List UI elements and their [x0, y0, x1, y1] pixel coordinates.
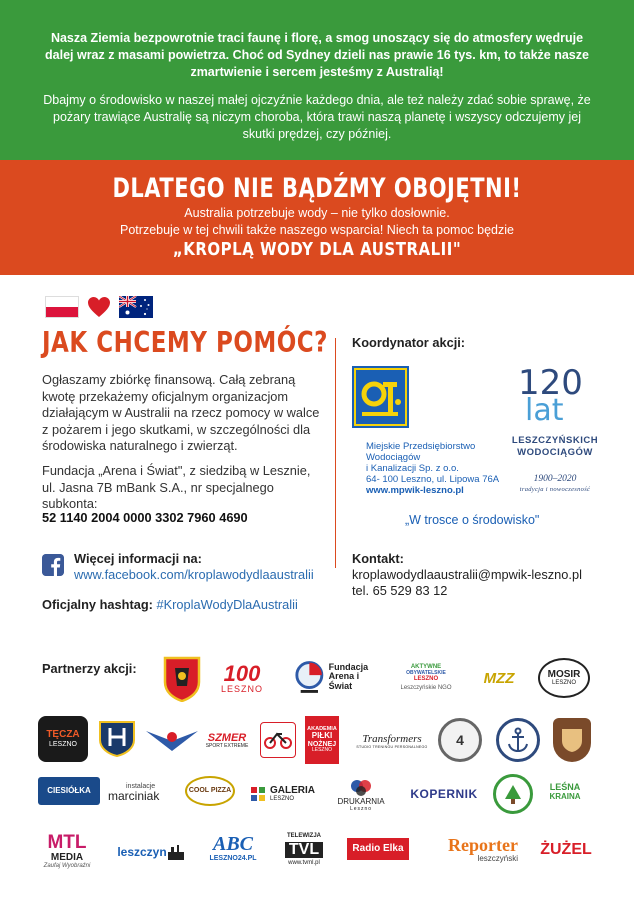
- radio-elka-text: Radio Elka: [352, 842, 404, 854]
- mosir-logo: [538, 658, 590, 698]
- zuzel-logo: [536, 838, 596, 862]
- arena-i-swiat-logo: [293, 658, 383, 696]
- hashtag-row: [42, 597, 298, 612]
- green-seal-logo: [493, 774, 533, 814]
- leszno-100-number-icon: 100: [223, 660, 261, 686]
- campaign-name: „KROPLĄ WODY DLA AUSTRALII": [172, 238, 462, 260]
- account-number: 52 1140 2004 0000 3302 7960 4690: [42, 510, 248, 525]
- leszno-100-logo: [214, 652, 270, 704]
- seal-4-icon: 4: [456, 731, 464, 748]
- fundraiser-description: Ogłaszamy zbiórkę finansową. Całą zebraną kwotę przekażemy oficjalnym organizacjom działającym w Australii na rzecz pomocy w walce z pożarem i jego skutkami, w szczególności dla środowiska naturalnego i zwierząt.: [42, 372, 320, 453]
- aktywne-line-1: AKTYWNE: [410, 664, 442, 671]
- mosir-text: MOSIR: [547, 668, 581, 680]
- sports-club-logo: [96, 718, 138, 758]
- reporter-line-1: Reporter: [448, 835, 518, 856]
- akademia-pilki-noznej-logo: [305, 716, 339, 764]
- akademia-line-3: NOŻNEJ: [307, 740, 337, 748]
- mtl-media-logo: [36, 828, 98, 874]
- hashtag-label: Oficjalny hashtag:: [42, 597, 153, 612]
- anniversary-word: lat: [525, 393, 564, 428]
- company-address: 64- 100 Leszno, ul. Lipowa 76A: [366, 474, 500, 485]
- lesna-line-2: KRAINA: [549, 791, 581, 801]
- poland-flag-icon: [45, 296, 79, 318]
- intro-bold-text: Nasza Ziemia bezpowrotnie traci faunę i florę, a smog unoszący się do atmosfery wędruje dalej wraz z masami powietrza. Choć od Sydney dzieli nas prawie 16 tys. km, to także nasze zmartwienie i sercem jesteśmy z Australią!: [45, 31, 589, 79]
- anniversary-name-2: WODOCIĄGÓW: [517, 447, 593, 458]
- column-divider: [335, 338, 336, 568]
- marciniak-line-1: instalacje: [126, 783, 156, 791]
- instalacje-marciniak-logo: [108, 780, 180, 806]
- company-website-link[interactable]: www.mpwik-leszno.pl: [366, 485, 464, 496]
- telewizja-text: TELEWIZJA: [287, 833, 321, 840]
- slogan: „W trosce o środowisko": [405, 513, 540, 527]
- abc-line-1: ABC: [212, 832, 254, 855]
- reporter-logo: [432, 834, 518, 866]
- contact-label: Kontakt:: [352, 551, 404, 566]
- szmer-text: SZMER: [207, 731, 247, 744]
- cycling-logo: [260, 722, 296, 758]
- hashtag-link[interactable]: #KroplaWodyDlaAustralii: [156, 597, 298, 612]
- anchor-icon: [507, 727, 529, 753]
- mzz-text: MZZ: [483, 670, 515, 688]
- tree-icon: [503, 783, 523, 805]
- transformers-text: Transformers: [362, 733, 422, 746]
- cool-pizza-text: COOL PIZZA: [188, 787, 232, 795]
- drukarnia-line-1: DRUKARNIA: [337, 797, 385, 807]
- company-line-1: Miejskie Przedsiębiorstwo: [366, 441, 476, 452]
- kopernik-logo: [408, 782, 480, 806]
- mpwik-logo-icon: [352, 366, 409, 428]
- more-info-label: Więcej informacji na:: [74, 551, 202, 566]
- ciesiolka-logo: [38, 777, 100, 805]
- intro-green-section: [0, 0, 634, 160]
- leszczynlab-logo: [110, 840, 192, 864]
- company-line-2: Wodociągów: [366, 452, 421, 463]
- abc-line-2: LESZNO24.PL: [209, 854, 257, 862]
- company-line-3: i Kanalizacji Sp. z o.o.: [366, 463, 459, 474]
- mzz-logo: [475, 660, 523, 698]
- shield-icon: [96, 718, 138, 758]
- galeria-leszno-logo: [242, 782, 322, 806]
- aktywne-line-3: LESZNO: [413, 675, 439, 682]
- tvl-text: TVL: [285, 842, 323, 859]
- anniversary-logo: [500, 355, 610, 500]
- cool-pizza-logo: [185, 776, 235, 806]
- transformers-logo: [356, 728, 428, 756]
- tvl-url: www.tvml.pl: [288, 860, 320, 867]
- city-skyline-icon: [167, 843, 185, 861]
- mtl-line-3: Zaufaj Wyobraźni: [43, 863, 91, 870]
- galeria-line-2: LESZNO: [270, 796, 295, 803]
- heart-icon: [87, 296, 111, 318]
- anniversary-number: 120: [518, 363, 583, 403]
- akademia-line-2: PIŁKI: [311, 731, 333, 741]
- lesna-kraina-logo: [545, 768, 585, 816]
- banner-red-section: [0, 160, 634, 275]
- intro-normal-text: Dbajmy o środowisko w naszej małej ojczyźnie każdego dnia, ale też należy zdać sobie sprawę, że pożary trawiące Australię są niczym choroba, która trawi naszą planetę i wszyscy odczujemy jej skutki prędzej, czy później.: [43, 93, 591, 141]
- bicycle-icon: [263, 730, 293, 750]
- akademia-line-1: AKADEMIA: [307, 725, 337, 732]
- anniversary-name-1: LESZCZYŃSKICH: [511, 435, 599, 446]
- flags-row: [45, 296, 153, 318]
- coat-of-arms-icon: [163, 656, 201, 702]
- ciesiolka-text: CIESIÓŁKA: [47, 785, 91, 795]
- crest-icon: [560, 727, 584, 753]
- galeria-icon: [249, 785, 267, 803]
- arena-line-2: Arena i Świat: [328, 671, 360, 691]
- banner-headline: DLATEGO NIE BĄDŹMY OBOJĘTNI!: [112, 173, 522, 203]
- anniversary-motto: tradycja i nowoczesność: [519, 486, 591, 493]
- akademia-line-4: LESZNO: [311, 747, 332, 754]
- foundation-info: Fundacja „Arena i Świat", z siedzibą w Lesznie, ul. Jasna 7B mBank S.A., nr specjalnego subkonta:: [42, 463, 311, 511]
- australia-flag-icon: [119, 296, 153, 318]
- partners-label: Partnerzy akcji:: [42, 661, 137, 676]
- reporter-line-2: leszczyński: [477, 854, 518, 864]
- mosir-sub: LESZNO: [551, 680, 576, 687]
- mpwik-address-block: [366, 441, 499, 496]
- tecza-line-1: TĘCZA: [46, 729, 80, 741]
- leszczynlab-text: leszczyn: [117, 844, 167, 859]
- banner-line-1: Australia potrzebuje wody – nie tylko dosłownie.: [184, 206, 450, 220]
- how-we-help-title: JAK CHCEMY POMÓC?: [42, 327, 329, 360]
- kopernik-text: KOPERNIK: [410, 786, 478, 801]
- seal-logo-1: [438, 718, 482, 762]
- drukarnia-leszno-logo: [335, 774, 387, 814]
- tecza-leszno-logo: [38, 716, 88, 762]
- drukarnia-line-2: Leszno: [349, 805, 373, 812]
- leszno-100-text: LESZNO: [220, 683, 263, 694]
- globe-icon: [293, 659, 326, 695]
- anchor-seal-logo: [496, 718, 540, 762]
- transformers-sub: STUDIO TRENINGU PERSONALNEGO: [356, 744, 428, 749]
- lesna-line-1: LEŚNA: [549, 782, 581, 793]
- zuzel-text: ŻUŻEL: [540, 840, 592, 858]
- aktywne-leszno-logo: [397, 656, 455, 700]
- emblem-logo: [553, 718, 591, 762]
- radio-elka-logo: [347, 838, 409, 860]
- telewizja-tvl-logo: [278, 826, 330, 874]
- abc-leszno24-logo: [205, 828, 261, 868]
- aktywne-line-2: OBYWATELSKIE: [406, 669, 446, 676]
- marciniak-line-2: marciniak: [108, 789, 160, 804]
- banner-line-2: Potrzebuje w tej chwili także naszego wsparcia! Niech ta pomoc będzie: [120, 223, 514, 237]
- szmer-logo: [203, 726, 251, 756]
- tecza-line-2: LESZNO: [48, 740, 77, 748]
- contact-phone: tel. 65 529 83 12: [352, 583, 448, 598]
- leszno-coat-of-arms-logo: [163, 656, 201, 702]
- contact-email-link[interactable]: kroplawodydlaaustralii@mpwik-leszno.pl: [352, 567, 582, 582]
- facebook-link[interactable]: www.facebook.com/kroplawodydlaaustralii: [74, 567, 314, 582]
- galeria-line-1: GALERIA: [270, 784, 315, 796]
- szmer-sub: SPORT EXTREME: [205, 743, 249, 750]
- mtl-line-1: MTL: [47, 831, 87, 853]
- arena-line-1: Fundacja: [328, 661, 369, 672]
- facebook-icon[interactable]: [42, 554, 64, 576]
- anniversary-years: 1900–2020: [533, 474, 577, 484]
- aktywne-caption: Leszczyńskie NGO: [400, 685, 452, 692]
- coordinator-label: Koordynator akcji:: [352, 335, 466, 350]
- drukarnia-icon: [349, 776, 373, 798]
- mtl-line-2: MEDIA: [50, 851, 84, 863]
